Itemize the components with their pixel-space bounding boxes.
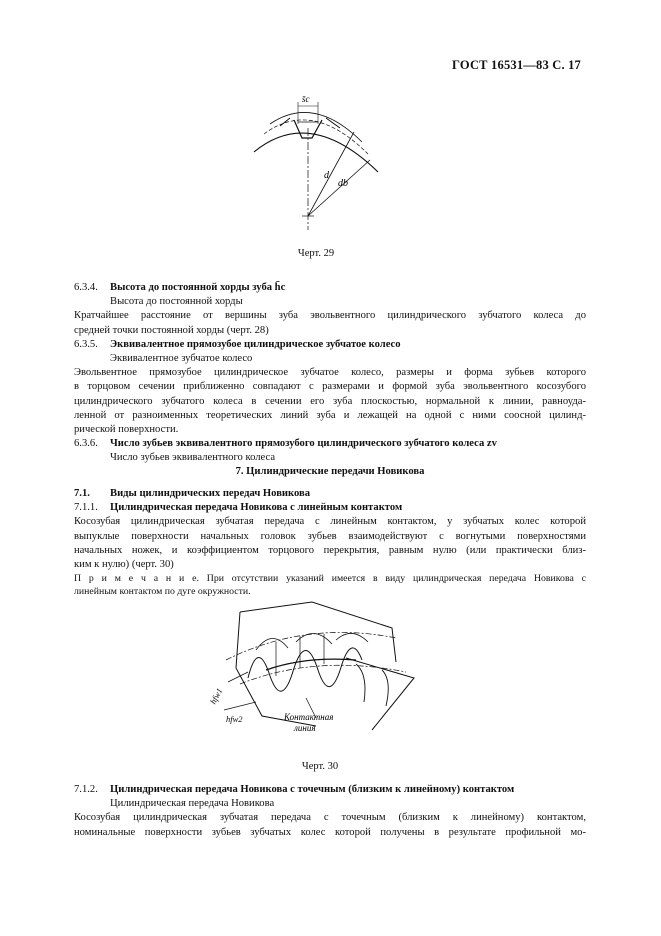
figure-30-label-h1: hfw1 bbox=[207, 686, 225, 706]
section-number: 7.1. bbox=[74, 488, 90, 499]
section-7-1-1-heading bbox=[74, 501, 586, 515]
section-number: 7.1.1. bbox=[74, 502, 98, 514]
figure-29-label-db: db bbox=[338, 178, 348, 189]
figure-30-drawing bbox=[196, 598, 426, 738]
definition-line: в торцовом сечении приближенно совпадают с размерами и формой зуба эвольвентного косозубого bbox=[74, 381, 586, 393]
note-line: линейным контактом по дуге окружности. bbox=[74, 586, 251, 597]
section-title: Эквивалентное прямозубое цилиндрическое зубчатое колесо bbox=[110, 338, 401, 350]
section-number: 7.1.2. bbox=[74, 784, 98, 795]
figure-30-label-h2: hfw2 bbox=[226, 714, 243, 724]
definition-line: средней точки постоянной хорды (черт. 28) bbox=[74, 324, 269, 336]
definition-line: номинальные поверхности зубьев зубчатых колес которой получены в результате профильной мо- bbox=[74, 826, 586, 838]
figure-29-caption: Черт. 29 bbox=[297, 248, 335, 259]
term: Высота до постоянной хорды bbox=[110, 296, 243, 308]
definition-line: выпуклые поверхности начальных головок зубьев взаимодействуют с вогнутыми поверхностями bbox=[74, 530, 586, 542]
section-6-3-6-heading bbox=[74, 437, 586, 451]
figure-29-label-sc: s̄c bbox=[302, 94, 310, 104]
term: Число зубьев эквивалентного колеса bbox=[110, 452, 276, 464]
definition-line: Кратчайшее расстояние от вершины зуба эвольвентного цилиндрического зубчатого колеса до bbox=[74, 310, 586, 322]
definition-line: Косозубая цилиндрическая зубчатая передача с точечным (близким к линейному) контактом, bbox=[74, 812, 586, 824]
definition-line: Эвольвентное прямозубое цилиндрическое зубчатое колесо, размеры и форма зубьев которого bbox=[74, 367, 586, 379]
section-number: 6.3.5. bbox=[74, 338, 98, 350]
definition-line: начальных ножек, и коэффициентом торцового перекрытия, равным нулю (или практически близ- bbox=[74, 544, 586, 556]
figure-29-drawing bbox=[250, 88, 390, 238]
definition-line: цилиндрического зубчатого колеса в сечении его зуба плоскостью, нормальной к линии, равноуда- bbox=[74, 395, 586, 407]
figure-30-label-contact-2: линия bbox=[294, 723, 316, 733]
section-title: Число зубьев эквивалентного прямозубого цилиндрического зубчатого колеса zv bbox=[110, 438, 497, 450]
section-6-3-5-heading bbox=[74, 338, 586, 352]
section-number: 6.3.6. bbox=[74, 438, 98, 450]
section-7-1-heading bbox=[74, 487, 586, 501]
section-title: Цилиндрическая передача Новикова с точечным (близким к линейному) контактом bbox=[110, 784, 515, 795]
section-title: Виды цилиндрических передач Новикова bbox=[110, 488, 311, 499]
figure-30-caption: Черт. 30 bbox=[301, 761, 339, 772]
section-title: Высота до постоянной хорды зуба h̄c bbox=[110, 282, 286, 293]
section-number: 6.3.4. bbox=[74, 282, 98, 293]
term: Цилиндрическая передача Новикова bbox=[110, 798, 275, 810]
page-header: ГОСТ 16531—83 С. 17 bbox=[452, 58, 581, 72]
section-6-3-4-heading bbox=[74, 281, 586, 295]
term: Эквивалентное зубчатое колесо bbox=[110, 353, 253, 365]
definition-line: ким к нулю) (черт. 30) bbox=[74, 559, 174, 571]
chapter-7-title: 7. Цилиндрические передачи Новикова bbox=[235, 466, 425, 477]
definition-line: Косозубая цилиндрическая зубчатая передача с линейным контактом, у зубчатых колес которой bbox=[74, 516, 586, 528]
text-block-1 bbox=[74, 281, 586, 466]
figure-30-label-contact: Контактная bbox=[284, 712, 334, 722]
definition-line: рической поверхности. bbox=[74, 424, 179, 436]
figure-29-label-d: d bbox=[324, 170, 329, 181]
text-block-3 bbox=[74, 783, 586, 840]
section-7-1-2-heading bbox=[74, 783, 586, 797]
note-block bbox=[74, 572, 586, 598]
note-line: П р и м е ч а н и е. При отсутствии указаний имеется в виду цилиндрическая передача Новикова с bbox=[74, 573, 586, 584]
section-title: Цилиндрическая передача Новикова с линейным контактом bbox=[110, 502, 403, 514]
definition-line: ленной от разноименных теоретических линий зуба и лежащей на одной с ними соосной цилинд- bbox=[74, 409, 586, 421]
text-block-2 bbox=[74, 487, 586, 572]
